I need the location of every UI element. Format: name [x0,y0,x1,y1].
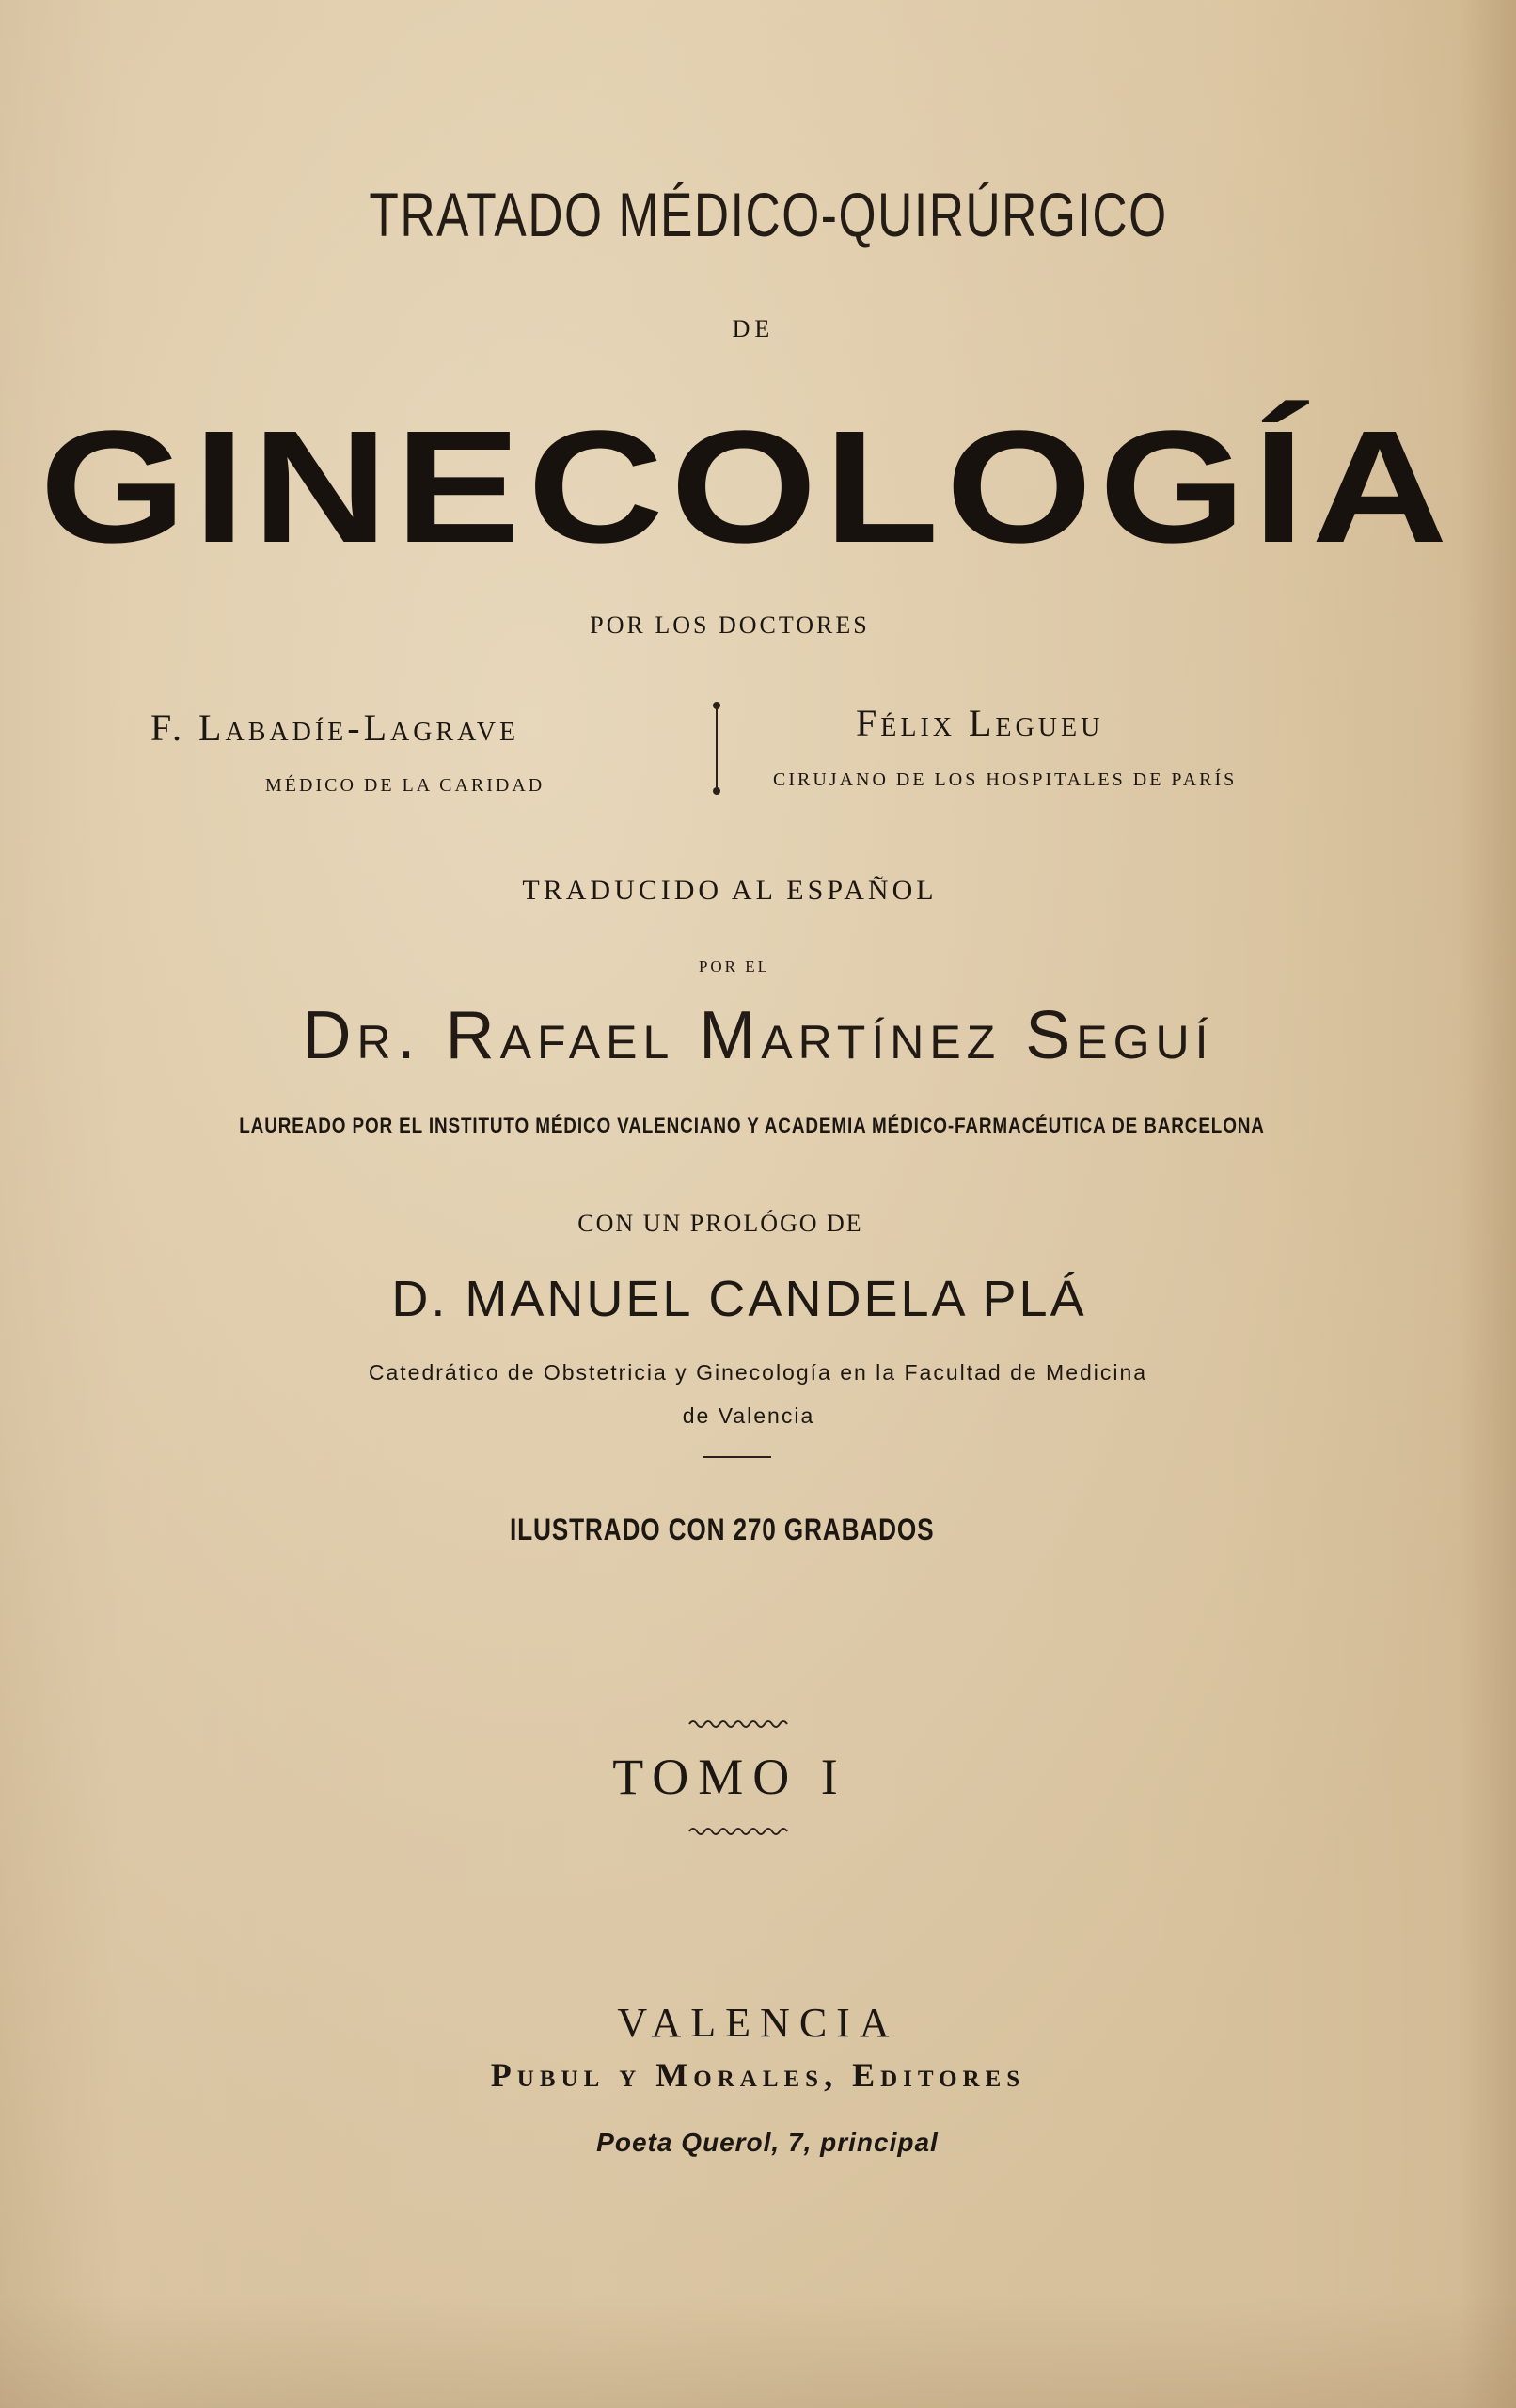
prologue-author: D. MANUEL CANDELA PLÁ [391,1271,1087,1327]
prologue-author-role-line2: de Valencia [682,1403,815,1428]
paper-shading-bottom [0,2295,1516,2408]
by-doctors-label: POR LOS DOCTORES [590,611,870,639]
by-the-label: POR EL [698,958,771,975]
author-name-right: Félix Legueu [856,702,1104,744]
translator-name: Dr. Rafael Martínez Seguí [302,998,1214,1073]
prologue-by-label: CON UN PROLÓGO DE [577,1210,863,1237]
series-title: TRATADO MÉDICO-QUIRÚRGICO [369,180,1168,249]
prologue-author-role-line1: Catedrático de Obstetricia y Ginecología en la Facultad de Medicina [368,1360,1148,1385]
author-role-left: MÉDICO DE LA CARIDAD [265,775,545,796]
volume-label: TOMO I [612,1749,847,1805]
short-rule [703,1456,771,1458]
publisher-address: Poeta Querol, 7, principal [596,2128,939,2157]
illustrations-note: ILUSTRADO CON 270 GRABADOS [510,1513,935,1546]
de-label: DE [732,315,775,342]
wavy-ornament-top [0,1718,1497,1731]
publisher-name: Pubul y Morales, Editores [490,2056,1026,2094]
main-title: GINECOLOGÍA [39,398,1455,577]
author-name-left: F. Labadíe-Lagrave [150,706,520,749]
publication-city: VALENCIA [617,2000,899,2046]
paper-shading-right [1460,0,1516,2408]
author-role-right: CIRUJANO DE LOS HOSPITALES DE PARÍS [773,769,1238,790]
translated-label: TRADUCIDO AL ESPAÑOL [522,875,938,906]
author-divider [713,704,720,793]
translator-laureate: LAUREADO POR EL INSTITUTO MÉDICO VALENCIANO Y ACADEMIA MÉDICO-FARMACÉUTICA DE BARCELONA [239,1114,1265,1137]
wavy-ornament-bottom [0,1825,1497,1838]
